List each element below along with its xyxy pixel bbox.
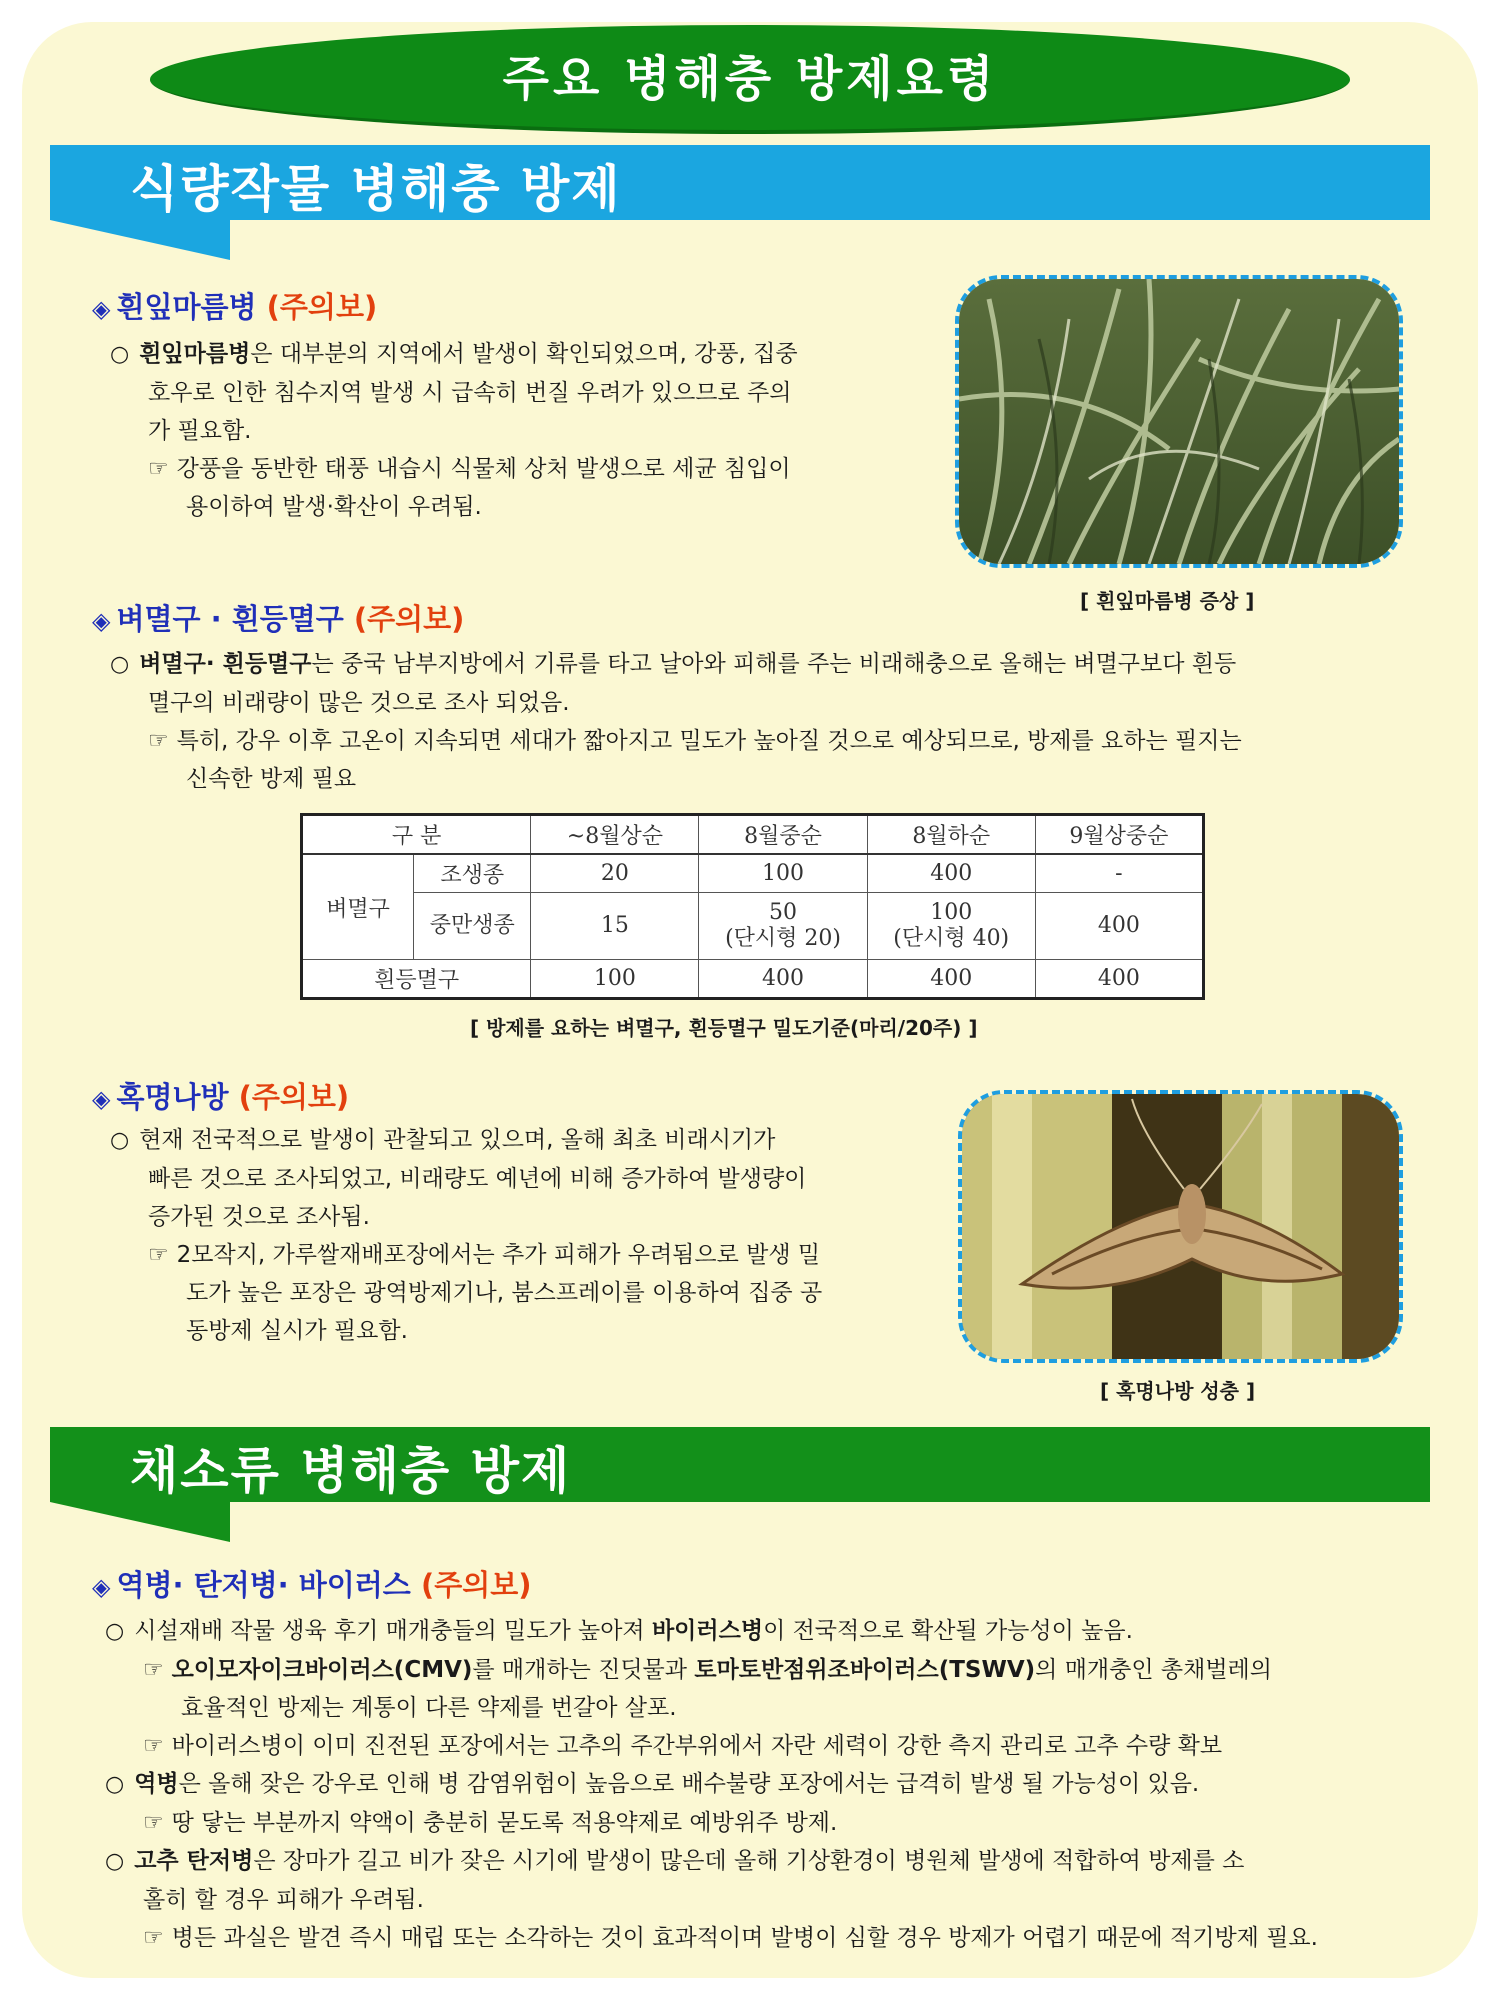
density-threshold-table xyxy=(300,813,1205,1000)
table-cell: - xyxy=(1035,854,1203,893)
text-line: 호우로 인한 침수지역 발생 시 급속히 번질 우려가 있으므로 주의 xyxy=(148,380,792,406)
table-row xyxy=(302,854,1204,893)
table-header-cell: 8월중순 xyxy=(699,815,867,855)
bold-term: 고추 탄저병 xyxy=(134,1848,254,1874)
table-cell: 100 xyxy=(531,960,699,999)
blight-paragraph xyxy=(110,335,930,526)
text-line xyxy=(110,1121,930,1160)
text-span: 는 중국 남부지방에서 기류를 타고 날아와 피해를 주는 비래해충으로 올해는 벼멸구보다 흰등 xyxy=(311,651,1237,677)
alert-badge: (주의보) xyxy=(266,290,378,324)
bold-term: 흰잎마름병 xyxy=(139,341,251,367)
cell-value: 100 xyxy=(930,900,973,925)
diamond-icon: ◈ xyxy=(92,1573,111,1601)
text-line: 효율적인 방제는 계통이 다른 약제를 번갈아 살포. xyxy=(181,1695,677,1721)
text-span: 바이러스병이 이미 진전된 포장에서는 고추의 주간부위에서 자란 세력이 강한 측지 관리로 고추 수량 확보 xyxy=(171,1733,1223,1759)
table-caption: [ 방제를 요하는 벼멸구, 흰등멸구 밀도기준(마리/20주) ] xyxy=(470,1016,978,1040)
pointing-hand-icon: ☞ xyxy=(143,1657,164,1683)
table-cell: 400 xyxy=(1035,960,1203,999)
circle-bullet-icon: ○ xyxy=(105,1849,125,1874)
table-cell: 400 xyxy=(699,960,867,999)
planthopper-paragraph xyxy=(110,645,1410,798)
bold-term: 토마토반점위조바이러스(TSWV) xyxy=(694,1657,1036,1683)
text-line xyxy=(105,1612,1445,1651)
leaffolder-photo-caption: [ 혹명나방 성충 ] xyxy=(1100,1379,1256,1403)
bold-term: 벼멸구· 흰등멸구 xyxy=(139,651,312,677)
text-span: 은 올해 잦은 강우로 인해 병 감염위험이 높음으로 배수불량 포장에서는 급격히 발생 될 가능성이 있음. xyxy=(178,1771,1200,1797)
text-line: 증가된 것으로 조사됨. xyxy=(148,1204,370,1230)
text-line: 가 필요함. xyxy=(148,418,252,444)
text-span: 를 매개하는 진딧물과 xyxy=(472,1657,695,1683)
section-wedge xyxy=(50,220,230,260)
text-line xyxy=(110,722,1410,760)
section-bar-vegetables xyxy=(50,1427,1430,1502)
text-line xyxy=(105,1765,1445,1804)
table-row-label: 흰등멸구 xyxy=(302,960,531,999)
text-line: 도가 높은 포장은 광역방제기나, 붐스프레이를 이용하여 집중 공 xyxy=(186,1280,823,1306)
leaffolder-paragraph xyxy=(110,1121,930,1350)
subhead-blight xyxy=(92,285,377,326)
text-line xyxy=(105,1919,1445,1957)
bold-term: 역병 xyxy=(134,1771,179,1797)
cell-value: 50 xyxy=(769,900,798,925)
text-line: 빠른 것으로 조사되었고, 비래량도 예년에 비해 증가하여 발생량이 xyxy=(148,1166,807,1192)
pointing-hand-icon: ☞ xyxy=(148,456,169,482)
text-line xyxy=(105,1727,1445,1765)
diamond-icon: ◈ xyxy=(92,607,111,635)
table-header-cell: ~8월상순 xyxy=(531,815,699,855)
table-header-row xyxy=(302,815,1204,855)
subhead-virus xyxy=(92,1563,532,1604)
text-line xyxy=(110,450,930,488)
text-span: 은 대부분의 지역에서 발생이 확인되었으며, 강풍, 집중 xyxy=(250,341,798,367)
alert-badge: (주의보) xyxy=(353,602,465,636)
text-line xyxy=(110,645,1410,684)
text-line xyxy=(105,1651,1445,1689)
bold-term: 바이러스병 xyxy=(651,1618,764,1644)
section-bar-food-crops xyxy=(50,145,1430,220)
circle-bullet-icon: ○ xyxy=(105,1772,125,1797)
text-span: 은 장마가 길고 비가 잦은 시기에 발생이 많은데 올해 기상환경이 병원체 발생에 적합하여 방제를 소 xyxy=(253,1848,1245,1874)
moth-image xyxy=(962,1094,1399,1359)
text-line: 신속한 방제 필요 xyxy=(186,766,357,792)
pointing-hand-icon: ☞ xyxy=(143,1925,164,1951)
circle-bullet-icon: ○ xyxy=(110,652,130,677)
alert-badge: (주의보) xyxy=(420,1568,532,1602)
text-line xyxy=(110,1236,930,1274)
page-title: 주요 병해충 방제요령 xyxy=(502,51,998,107)
table-cell: 조생종 xyxy=(414,854,531,893)
text-span: 의 매개충인 총채벌레의 xyxy=(1035,1657,1272,1683)
text-span: 특히, 강우 이후 고온이 지속되면 세대가 짧아지고 밀도가 높아질 것으로 예상되므로, 방제를 요하는 필지는 xyxy=(176,728,1242,754)
blight-photo-caption: [ 흰잎마름병 증상 ] xyxy=(1080,589,1255,613)
text-line xyxy=(105,1842,1445,1881)
alert-badge: (주의보) xyxy=(238,1080,350,1114)
circle-bullet-icon: ○ xyxy=(105,1619,125,1644)
table-row-label: 벼멸구 xyxy=(302,854,414,960)
virus-paragraph xyxy=(105,1612,1445,1957)
leaffolder-title: 혹명나방 xyxy=(116,1080,229,1114)
blight-photo xyxy=(955,275,1403,568)
pointing-hand-icon: ☞ xyxy=(143,1810,164,1836)
virus-title: 역병· 탄저병· 바이러스 xyxy=(116,1568,411,1602)
text-span: 2모작지, 가루쌀재배포장에서는 추가 피해가 우려됨으로 발생 밀 xyxy=(176,1242,821,1268)
text-line xyxy=(105,1804,1445,1842)
text-span: 병든 과실은 발견 즉시 매립 또는 소각하는 것이 효과적이며 발병이 심할 경우 방제가 어렵기 때문에 적기방제 필요. xyxy=(171,1925,1318,1951)
text-span: 강풍을 동반한 태풍 내습시 식물체 상처 발생으로 세균 침입이 xyxy=(176,456,791,482)
table-row xyxy=(302,893,1204,960)
blight-title: 흰잎마름병 xyxy=(116,290,257,324)
rice-leaves-image xyxy=(959,279,1399,564)
section-title-vegetables: 채소류 병해충 방제 xyxy=(130,1442,572,1500)
table-header-cell: 8월하순 xyxy=(867,815,1035,855)
leaffolder-photo xyxy=(958,1090,1403,1363)
table-cell: 20 xyxy=(531,854,699,893)
circle-bullet-icon: ○ xyxy=(110,342,130,367)
pointing-hand-icon: ☞ xyxy=(148,1242,169,1268)
table-header-cell: 9월상중순 xyxy=(1035,815,1203,855)
cell-subvalue: (단시형 20) xyxy=(725,926,841,951)
section-title-food-crops: 식량작물 병해충 방제 xyxy=(130,160,622,218)
cell-subvalue: (단시형 40) xyxy=(893,926,1010,951)
section-wedge xyxy=(50,1502,230,1542)
table-cell xyxy=(867,893,1035,960)
diamond-icon: ◈ xyxy=(92,295,111,323)
text-span: 시설재배 작물 생육 후기 매개충들의 밀도가 높아져 xyxy=(134,1618,652,1644)
text-line: 용이하여 발생·확산이 우려됨. xyxy=(186,494,482,520)
text-line xyxy=(110,335,930,374)
pointing-hand-icon: ☞ xyxy=(143,1733,164,1759)
text-line: 동방제 실시가 필요함. xyxy=(186,1318,408,1344)
table-header-cell: 구 분 xyxy=(302,815,531,855)
table-row xyxy=(302,960,1204,999)
table-cell: 400 xyxy=(867,854,1035,893)
subhead-planthopper xyxy=(92,597,464,638)
text-line: 홀히 할 경우 피해가 우려됨. xyxy=(143,1887,424,1913)
table-cell: 중만생종 xyxy=(414,893,531,960)
diamond-icon: ◈ xyxy=(92,1085,111,1113)
bold-term: 오이모자이크바이러스(CMV) xyxy=(171,1657,473,1683)
text-line: 멸구의 비래량이 많은 것으로 조사 되었음. xyxy=(148,690,570,716)
subhead-leaffolder xyxy=(92,1075,349,1116)
table-cell: 15 xyxy=(531,893,699,960)
table-cell: 400 xyxy=(1035,893,1203,960)
planthopper-title: 벼멸구 · 흰등멸구 xyxy=(116,602,344,636)
text-span: 이 전국적으로 확산될 가능성이 높음. xyxy=(763,1618,1133,1644)
table-cell: 400 xyxy=(867,960,1035,999)
table-cell xyxy=(699,893,867,960)
pointing-hand-icon: ☞ xyxy=(148,728,169,754)
table-cell: 100 xyxy=(699,854,867,893)
text-span: 현재 전국적으로 발생이 관찰되고 있으며, 올해 최초 비래시기가 xyxy=(139,1127,776,1153)
text-span: 땅 닿는 부분까지 약액이 충분히 묻도록 적용약제로 예방위주 방제. xyxy=(171,1810,838,1836)
circle-bullet-icon: ○ xyxy=(110,1128,130,1153)
